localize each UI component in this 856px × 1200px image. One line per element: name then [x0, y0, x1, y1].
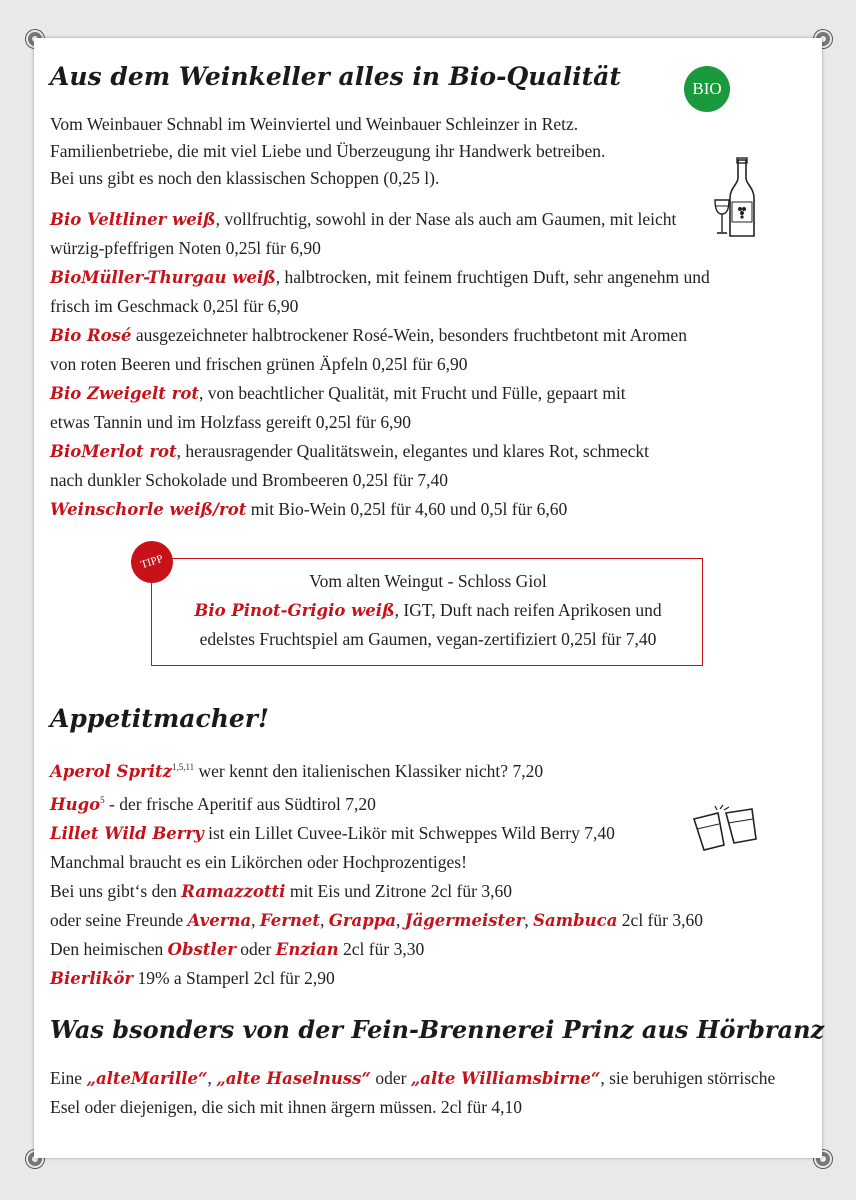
drink-desc: mit Eis und Zitrone 2cl für 3,60 [285, 880, 512, 901]
separator: , [251, 909, 260, 930]
wine-desc: mit Bio-Wein 0,25l für 4,60 und 0,5l für 6,60 [246, 499, 568, 519]
drink-name: Grappa [328, 910, 397, 930]
list-item [50, 786, 703, 819]
separator: , [396, 909, 405, 930]
drink-name: Sambuca [533, 910, 618, 930]
list-item [50, 753, 703, 786]
list-item [50, 437, 710, 466]
schnaps-name: „alteMarille“ [86, 1069, 208, 1088]
schnaps-name: „alte Haselnuss“ [216, 1069, 371, 1088]
list-item: würzig-pfeffrigen Noten 0,25l für 6,90 [50, 238, 321, 258]
list-item [50, 495, 710, 524]
list-item [50, 964, 703, 993]
wine-name: Weinschorle weiß/rot [50, 500, 247, 519]
tipp-text [160, 567, 696, 654]
intro-line: Familienbetriebe, die mit viel Liebe und Überzeugung ihr Handwerk betreiben. [50, 141, 606, 161]
list-item: frisch im Geschmack 0,25l für 6,90 [50, 296, 299, 316]
list-item: Esel oder diejenigen, die sich mit ihnen ärgern müssen. 2cl für 4,10 [50, 1097, 523, 1117]
brennerei-desc: , sie beruhigen störrische [600, 1068, 776, 1088]
heading-weinkeller: Aus dem Weinkeller alles in Bio-Qualität [50, 62, 621, 91]
separator: , [207, 1068, 217, 1088]
allergen-sup: 1,5,11 [171, 762, 195, 772]
separator: oder [370, 1068, 411, 1088]
intro-line: Bei uns gibt es noch den klassischen Schoppen (0,25 l). [50, 168, 440, 188]
drink-name: Fernet [259, 910, 321, 930]
drink-name: Bierlikör [50, 968, 134, 988]
drink-desc: wer kennt den italienischen Klassiker nicht? 7,20 [194, 760, 544, 781]
wine-desc: , von beachtlicher Qualität, mit Frucht und Fülle, gepaart mit [198, 383, 626, 403]
separator: , [524, 909, 534, 930]
heading-brennerei: Was bsonders von der Fein-Brennerei Prinz aus Hörbranz [50, 1015, 825, 1044]
wine-bottle-glass-icon [712, 156, 756, 240]
list-item [50, 935, 703, 964]
drink-desc: 2cl für 3,30 [338, 938, 425, 959]
list-item [50, 321, 710, 350]
separator: oder [235, 938, 276, 959]
wine-desc: ausgezeichneter halbtrockener Rosé-Wein, besonders fruchtbetont mit Aromen [131, 325, 687, 345]
wine-desc: , halbtrocken, mit feinem fruchtigen Duft, sehr angenehm und [275, 267, 710, 287]
intro-text [50, 111, 605, 192]
intro-line: Vom Weinbauer Schnabl im Weinviertel und Weinbauer Schleinzer in Retz. [50, 114, 579, 134]
list-item [50, 205, 710, 234]
tipp-line: Vom alten Weingut - Schloss Giol [309, 571, 547, 591]
list-item [50, 1064, 775, 1093]
drink-desc: Bei uns gibt‘s den [50, 880, 182, 901]
schnaps-name: „alte Williamsbirne“ [410, 1069, 601, 1088]
tipp-line: edelstes Fruchtspiel am Gaumen, vegan-zertifiziert 0,25l für 7,40 [199, 629, 657, 649]
drink-name: Lillet Wild Berry [50, 823, 204, 843]
list-item [50, 819, 703, 848]
tipp-line [160, 596, 696, 625]
tipp-badge: TIPP [126, 536, 179, 589]
drink-desc: - der frische Aperitif aus Südtirol 7,20 [104, 793, 376, 814]
wine-list [50, 205, 710, 524]
drink-name: Aperol Spritz [50, 761, 172, 781]
wine-desc: , vollfruchtig, sowohl in der Nase als auch am Gaumen, mit leicht [215, 209, 677, 229]
appetitmacher-list [50, 753, 703, 993]
wine-name: Bio Veltliner weiß [50, 210, 216, 229]
drink-name: Enzian [275, 939, 339, 959]
tipp-desc: , IGT, Duft nach reifen Aprikosen und [394, 600, 662, 620]
drink-name: Jägermeister [404, 910, 525, 930]
separator: , [320, 909, 329, 930]
allergen-sup: 5 [100, 794, 105, 805]
bio-badge: BIO [684, 66, 730, 112]
list-item: etwas Tannin und im Holzfass gereift 0,25l für 6,90 [50, 412, 412, 432]
list-item: nach dunkler Schokolade und Brombeeren 0,25l für 7,40 [50, 470, 449, 490]
wine-name: Bio Rosé [50, 326, 132, 345]
heading-appetitmacher: Appetitmacher! [50, 704, 269, 733]
drink-name: Averna [187, 910, 252, 930]
list-item: von roten Beeren und frischen grünen Äpfeln 0,25l für 6,90 [50, 354, 468, 374]
brennerei-desc: Eine [50, 1068, 87, 1088]
wine-desc: , herausragender Qualitätswein, elegantes und klares Rot, schmeckt [176, 441, 649, 461]
drink-name: Ramazzotti [181, 881, 286, 901]
drink-desc: oder seine Freunde [50, 909, 188, 930]
drink-desc: 2cl für 3,60 [617, 909, 703, 930]
wine-name: BioMüller-Thurgau weiß [50, 268, 276, 287]
list-item [50, 877, 703, 906]
list-item [50, 379, 710, 408]
list-item [50, 263, 710, 292]
drink-desc: Den heimischen [50, 938, 168, 959]
brennerei-text [50, 1064, 775, 1122]
drink-name: Hugo [50, 794, 101, 814]
tipp-wine-name: Bio Pinot-Grigio weiß [194, 601, 395, 620]
wine-name: Bio Zweigelt rot [50, 384, 199, 403]
drink-name: Obstler [167, 939, 236, 959]
list-item: Manchmal braucht es ein Likörchen oder Hochprozentiges! [50, 851, 467, 872]
drink-desc: 19% a Stamperl 2cl für 2,90 [133, 967, 335, 988]
wine-name: BioMerlot rot [50, 442, 177, 461]
drink-desc: ist ein Lillet Cuvee-Likör mit Schweppes Wild Berry 7,40 [203, 822, 615, 843]
list-item [50, 906, 703, 935]
